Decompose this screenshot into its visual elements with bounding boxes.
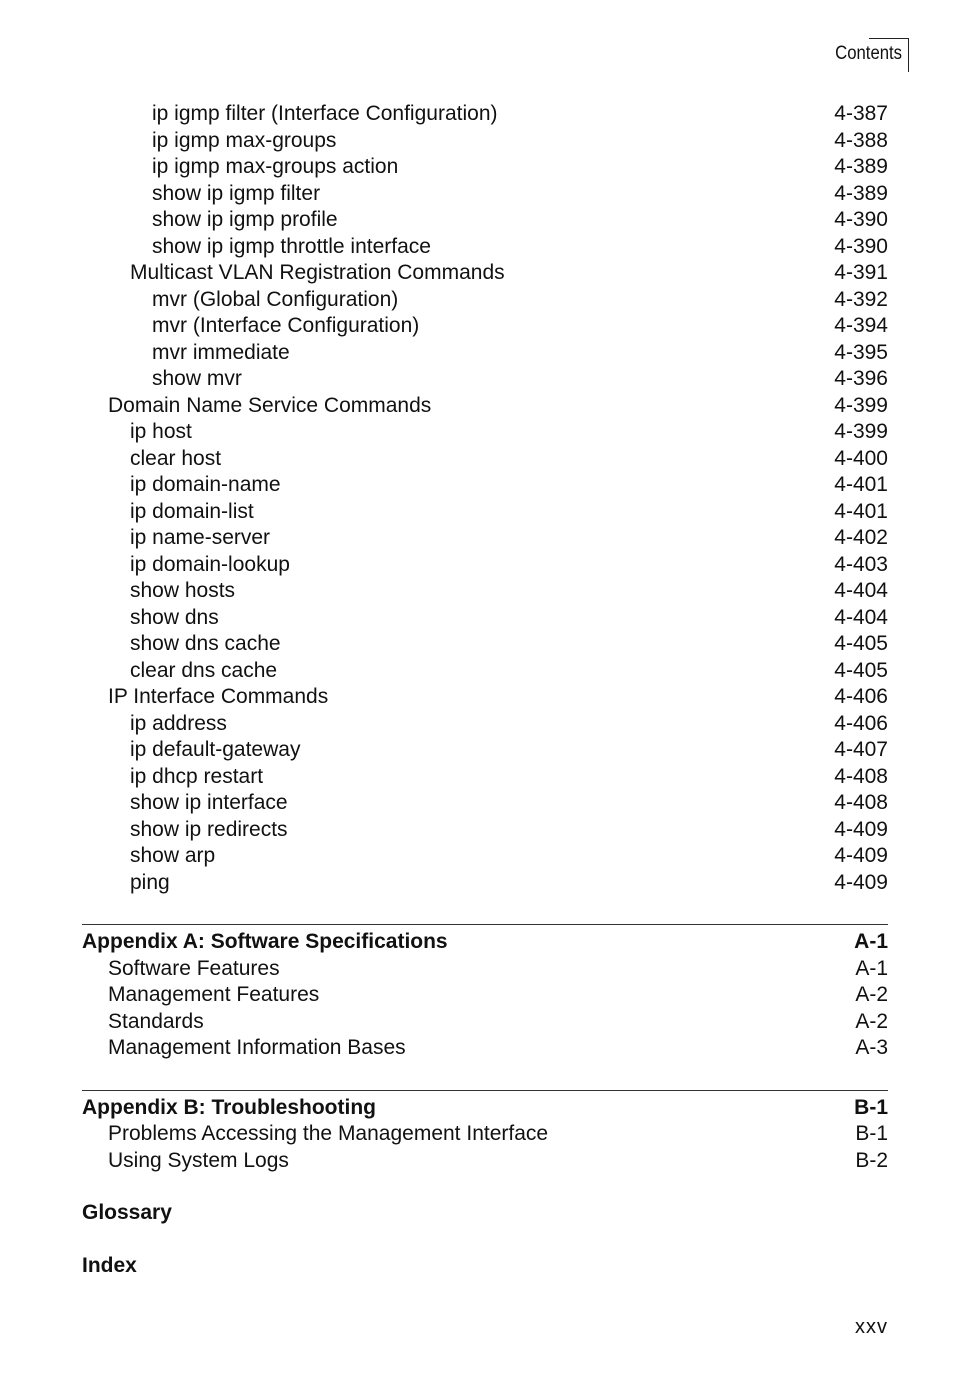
toc-entry-title: mvr immediate [152, 340, 290, 364]
toc-entry-title: show dns [130, 605, 219, 629]
toc-entry[interactable] [82, 340, 888, 367]
toc-entry-page: A-1 [855, 956, 888, 980]
toc-entry[interactable] [82, 790, 888, 817]
toc-entry-page: 4-406 [834, 711, 888, 735]
toc-entry-page: 4-409 [834, 870, 888, 894]
toc-entry-page: 4-395 [834, 340, 888, 364]
toc-entry[interactable] [82, 101, 888, 128]
toc-entry-title: ip igmp max-groups [152, 128, 337, 152]
toc-entry-title: ip domain-name [130, 473, 281, 496]
toc-entry-title: clear dns cache [130, 658, 278, 682]
toc-entry-title: Domain Name Service Commands [108, 393, 432, 417]
toc-entry[interactable] [82, 234, 888, 261]
toc-entry-title: Multicast VLAN Registration Commands [130, 261, 505, 284]
toc-entry-title: ip default-gateway [130, 738, 301, 761]
toc-entry[interactable] [82, 870, 888, 897]
toc-entry-title: Software Features [108, 956, 280, 980]
toc-entry-title: Using System Logs [108, 1148, 289, 1172]
toc-entry-title: mvr (Global Configuration) [152, 287, 399, 311]
toc-entry-title: clear host [130, 446, 222, 470]
toc-entry-title: show ip redirects [130, 817, 288, 841]
appendix-a-section [82, 924, 888, 1062]
toc-entry-title: show hosts [130, 579, 236, 602]
toc-entry-appendix-b[interactable] [82, 1095, 888, 1122]
toc-entry[interactable] [82, 207, 888, 234]
toc-entry[interactable] [82, 956, 888, 983]
toc-entry-title: ip address [130, 711, 227, 735]
toc-entry-title: show ip interface [130, 791, 288, 814]
toc-entry-title: Standards [108, 1009, 204, 1033]
toc-entry[interactable] [82, 1148, 888, 1175]
toc-entry-page: 4-390 [834, 234, 888, 258]
toc-entry[interactable] [82, 154, 888, 181]
toc-entry-title: show ip igmp throttle interface [152, 234, 431, 258]
toc-entry-page: 4-409 [834, 817, 888, 841]
appendix-a-items [82, 956, 888, 1062]
toc-entry-page: 4-405 [834, 658, 888, 682]
table-of-contents [82, 101, 888, 1279]
toc-entry[interactable] [82, 499, 888, 526]
toc-entry-title: Problems Accessing the Management Interface [108, 1122, 549, 1145]
toc-entry-title: ping [130, 870, 170, 894]
toc-entry[interactable] [82, 525, 888, 552]
toc-entry[interactable] [82, 366, 888, 393]
toc-entry-page: 4-404 [834, 579, 888, 602]
toc-entry-title: ip igmp filter (Interface Configuration) [152, 102, 498, 125]
appendix-b-section [82, 1090, 888, 1175]
toc-entry-page: B-1 [855, 1122, 888, 1145]
toc-entry[interactable] [82, 1035, 888, 1062]
toc-entry[interactable] [82, 737, 888, 764]
toc-entry-title: ip domain-list [130, 499, 254, 523]
toc-entry-title: ip host [130, 420, 192, 443]
toc-entry-page: 4-389 [834, 181, 888, 205]
toc-entry[interactable] [82, 419, 888, 446]
toc-entry-page: 4-392 [834, 287, 888, 311]
toc-entry-title: show arp [130, 844, 216, 867]
toc-entry-title: show ip igmp filter [152, 181, 321, 205]
toc-entry-title: ip name-server [130, 526, 271, 549]
toc-entry-title: ip igmp max-groups action [152, 155, 399, 178]
toc-entry[interactable] [82, 313, 888, 340]
toc-entry-title: IP Interface Commands [108, 685, 329, 708]
toc-entry[interactable] [82, 472, 888, 499]
toc-entry-title: ip dhcp restart [130, 764, 264, 788]
toc-entry[interactable] [82, 684, 888, 711]
toc-entry-title: Glossary [82, 1201, 172, 1224]
toc-entry-title: show dns cache [130, 632, 281, 655]
toc-entry[interactable] [82, 1009, 888, 1036]
toc-entry[interactable] [82, 764, 888, 791]
toc-entry-page: 4-401 [834, 499, 888, 523]
toc-entry[interactable] [82, 260, 888, 287]
toc-entry[interactable] [82, 578, 888, 605]
toc-entry-title: Appendix A: Software Specifications [82, 930, 448, 953]
toc-entry-page: 4-394 [834, 314, 888, 337]
toc-entry-title: show ip igmp profile [152, 208, 338, 231]
toc-entry[interactable] [82, 446, 888, 473]
toc-entry[interactable] [82, 128, 888, 155]
toc-entry-page: A-3 [855, 1036, 888, 1059]
toc-block-commands [82, 101, 888, 896]
toc-entry-page: 4-400 [834, 446, 888, 470]
toc-entry[interactable] [82, 552, 888, 579]
running-header: Contents [835, 43, 902, 64]
toc-entry-title: Management Features [108, 983, 320, 1006]
appendix-b-items [82, 1121, 888, 1174]
toc-entry-glossary[interactable] [82, 1200, 888, 1227]
toc-entry-page: 4-388 [834, 128, 888, 152]
toc-entry[interactable] [82, 181, 888, 208]
toc-entry[interactable] [82, 631, 888, 658]
toc-entry-page: A-2 [855, 1009, 888, 1033]
toc-entry[interactable] [82, 1121, 888, 1148]
toc-entry-page: 4-389 [834, 155, 888, 178]
toc-entry-page: 4-387 [834, 102, 888, 125]
toc-entry-title: Appendix B: Troubleshooting [82, 1095, 376, 1119]
toc-entry-title: Management Information Bases [108, 1036, 406, 1059]
toc-entry[interactable] [82, 982, 888, 1009]
toc-entry-page: 4-399 [834, 393, 888, 417]
toc-entry[interactable] [82, 711, 888, 738]
toc-entry-page: 4-403 [834, 552, 888, 576]
toc-entry-page: 4-408 [834, 791, 888, 814]
toc-entry-page: 4-406 [834, 685, 888, 708]
toc-entry-page: 4-402 [834, 526, 888, 549]
toc-entry[interactable] [82, 817, 888, 844]
toc-entry-page: B-1 [854, 1095, 888, 1119]
toc-entry-title: Index [82, 1253, 137, 1277]
toc-entry-page: 4-409 [834, 844, 888, 867]
toc-entry-title: mvr (Interface Configuration) [152, 314, 420, 337]
toc-entry[interactable] [82, 605, 888, 632]
page-number: xxv [855, 1316, 888, 1338]
toc-entry-page: 4-390 [834, 208, 888, 231]
toc-entry-appendix-a[interactable] [82, 929, 888, 956]
toc-entry[interactable] [82, 843, 888, 870]
toc-entry-page: 4-408 [834, 764, 888, 788]
toc-entry-page: 4-391 [834, 261, 888, 284]
toc-entry-title: show mvr [152, 367, 242, 390]
toc-entry-page: B-2 [855, 1148, 888, 1172]
toc-entry-page: 4-399 [834, 420, 888, 443]
toc-entry[interactable] [82, 658, 888, 685]
toc-entry-page: A-1 [854, 930, 888, 953]
toc-entry[interactable] [82, 393, 888, 420]
toc-entry-index[interactable] [82, 1253, 888, 1280]
toc-entry-page: A-2 [855, 983, 888, 1006]
toc-entry-page: 4-404 [834, 605, 888, 629]
toc-entry-page: 4-401 [834, 473, 888, 496]
toc-entry[interactable] [82, 287, 888, 314]
toc-entry-page: 4-405 [834, 632, 888, 655]
toc-entry-page: 4-396 [834, 367, 888, 390]
toc-entry-page: 4-407 [834, 738, 888, 761]
toc-entry-title: ip domain-lookup [130, 552, 290, 576]
